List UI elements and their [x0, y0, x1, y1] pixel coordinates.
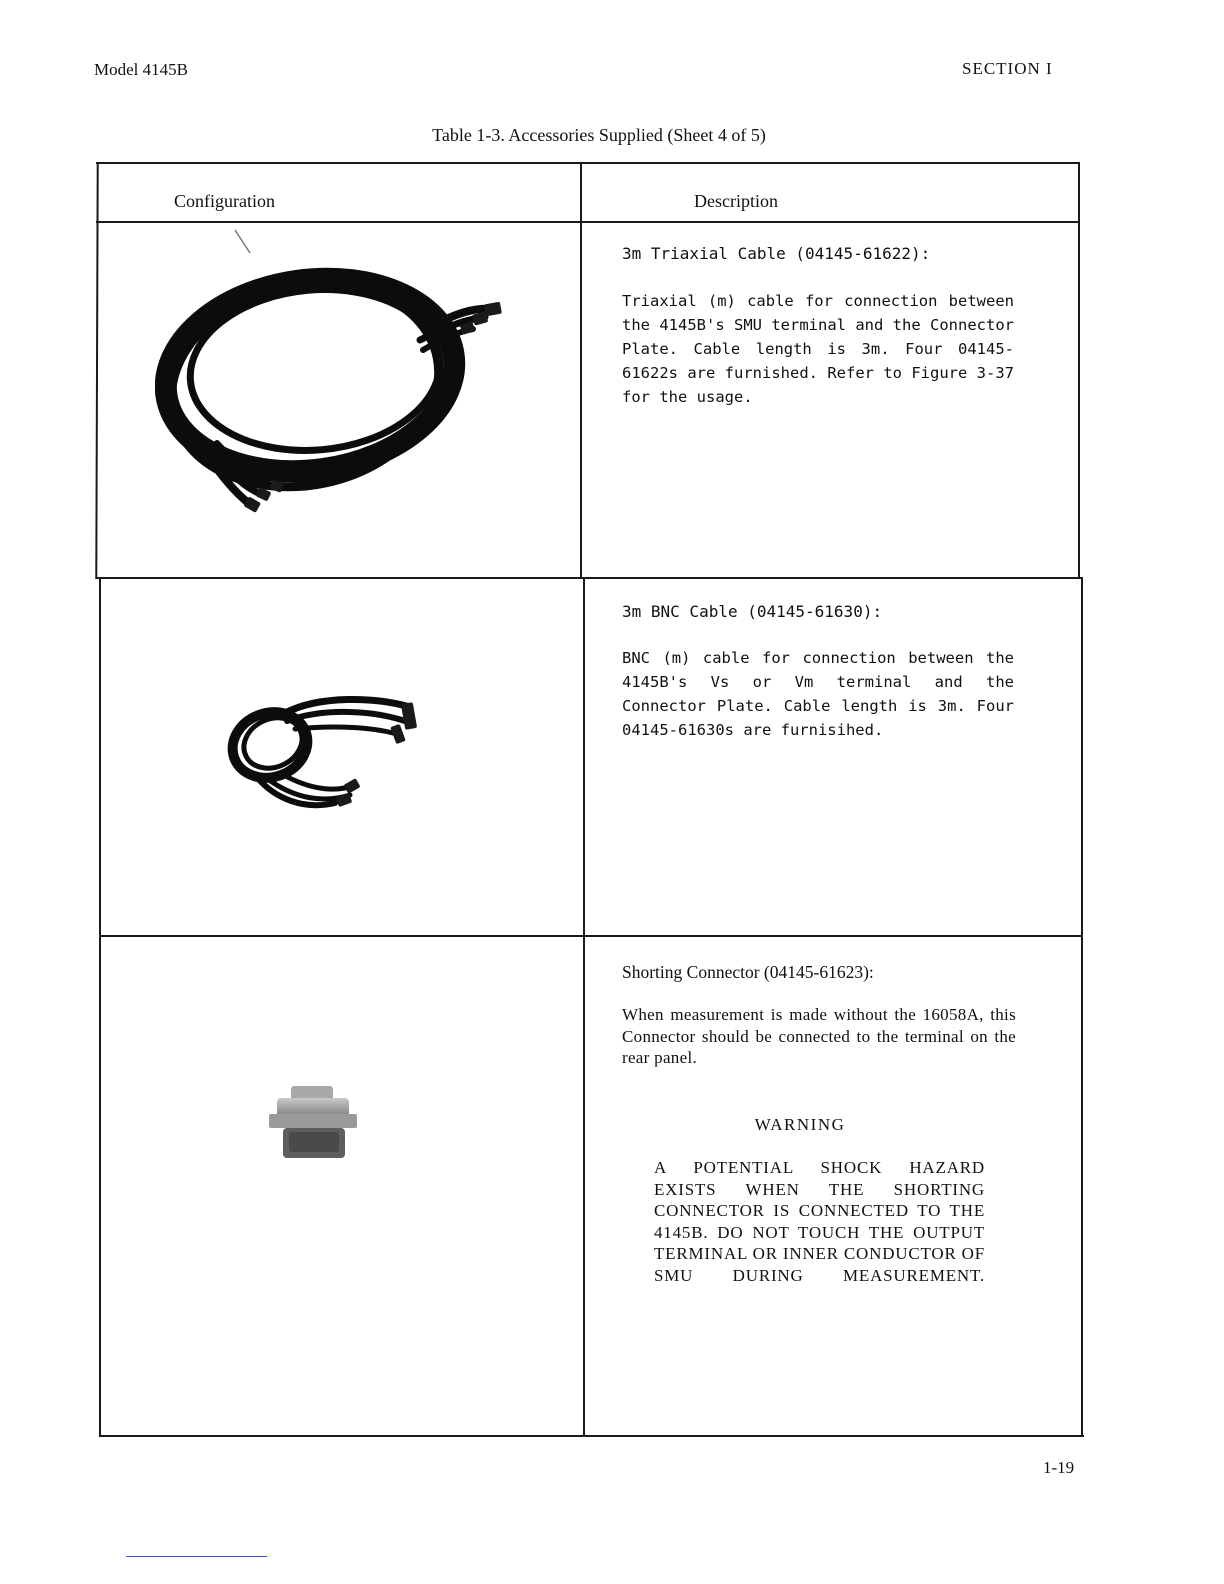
- bnc-cable-photo: [225, 685, 425, 825]
- row-3-body: When measurement is made without the 16058A, this Connector should be connected to the terminal on the rear panel.: [622, 1005, 1016, 1067]
- table-caption-text: Table 1-3. Accessories Supplied (Sheet 4 of 5): [432, 125, 766, 145]
- row1-divider: [97, 577, 1081, 579]
- row-3-title: Shorting Connector (04145-61623):: [622, 962, 874, 982]
- row-2-title: 3m BNC Cable (04145-61630):: [622, 602, 883, 621]
- row-2-body: BNC (m) cable for connection between the 4145B's Vs or Vm terminal and the Connector Plate. Cable length is 3m. Four 04145-61630s are furnisihed.: [622, 649, 1014, 739]
- table-left-border-lower: [99, 577, 101, 1437]
- column-header-description: Description: [694, 191, 778, 211]
- row-1-body: Triaxial (m) cable for connection between the 4145B's SMU terminal and the Connector Plate. Cable length is 3m. Four 04145-61622s are furnished. Refer to Figure 3-37 for the usage.: [622, 292, 1014, 406]
- table-caption: [0, 125, 1224, 146]
- table-right-border: [1078, 162, 1080, 579]
- header-divider: [96, 221, 1080, 223]
- page-number: 1-19: [1043, 1458, 1075, 1477]
- warning-title: WARNING: [754, 1115, 846, 1134]
- table-bottom-border: [100, 1435, 1084, 1437]
- table-right-border-lower: [1081, 577, 1083, 1437]
- row-1-title: 3m Triaxial Cable (04145-61622):: [622, 244, 931, 263]
- row2-divider: [99, 935, 1083, 937]
- model-label: Model 4145B: [94, 60, 188, 79]
- shorting-connector-photo: [265, 1080, 365, 1170]
- row-1-description: [622, 242, 1014, 409]
- row-3-description: [622, 962, 1016, 1069]
- section-label: SECTION I: [962, 59, 1053, 78]
- warning-body: [654, 1157, 985, 1286]
- column-header-configuration: Configuration: [174, 191, 275, 211]
- column-divider: [580, 162, 582, 579]
- row-2-description: [622, 600, 1014, 742]
- warning-body-text: A POTENTIAL SHOCK HAZARD EXISTS WHEN THE SHORTING CONNECTOR IS CONNECTED TO THE 4145B. DO NOT TOUCH THE OUTPUT TERMINAL OR INNER CONDUCTOR OF SMU DURING MEASUREMENT.: [654, 1158, 985, 1285]
- table-left-border: [95, 162, 98, 579]
- table-top-border: [96, 162, 1080, 164]
- footer-rule: [126, 1556, 267, 1557]
- column-divider-lower: [583, 577, 585, 1437]
- triaxial-cable-photo: [155, 225, 515, 525]
